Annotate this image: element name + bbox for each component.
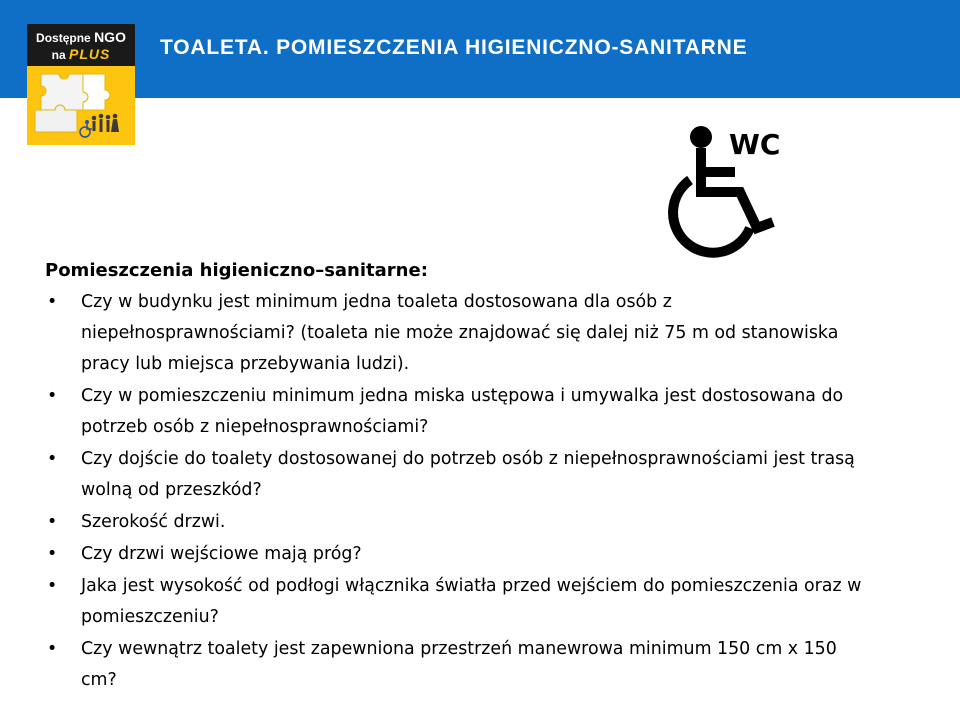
logo-line-2 <box>27 46 135 62</box>
bullet-icon: • <box>47 639 58 659</box>
checklist <box>45 287 875 696</box>
list-item-text: Czy dojście do toalety dostosowanej do potrzeb osób z niepełnosprawnościami jest trasą wolną od przeszkód? <box>81 449 855 500</box>
bullet-icon: • <box>47 512 58 532</box>
ngo-logo <box>27 24 135 145</box>
wheelchair-wc-sign <box>655 120 800 265</box>
list-item <box>45 634 875 696</box>
checklist-section <box>45 255 875 697</box>
bullet-icon: • <box>47 292 58 312</box>
puzzle-accessibility-logo-icon <box>27 66 135 145</box>
logo-text-block <box>27 24 135 66</box>
list-item-text: Jaka jest wysokość od podłogi włącznika światła przed wejściem do pomieszczenia oraz w pomieszczeniu? <box>81 576 862 627</box>
section-heading: Pomieszczenia higieniczno–sanitarne: <box>45 260 428 281</box>
header-bar <box>0 0 960 98</box>
bullet-icon: • <box>47 576 58 596</box>
wc-label: WC <box>729 128 781 161</box>
list-item-text: Szerokość drzwi. <box>81 512 226 532</box>
list-item <box>45 444 875 506</box>
logo-word-na: na <box>51 48 66 62</box>
list-item-text: Czy wewnątrz toalety jest zapewniona przestrzeń manewrowa minimum 150 cm x 150 cm? <box>81 639 837 690</box>
list-item <box>45 507 875 538</box>
list-item <box>45 381 875 443</box>
list-item <box>45 287 875 380</box>
bullet-icon: • <box>47 544 58 564</box>
logo-line-1 <box>27 29 135 45</box>
list-item-text: Czy drzwi wejściowe mają próg? <box>81 544 362 564</box>
bullet-icon: • <box>47 449 58 469</box>
logo-word-dostepne: Dostępne <box>36 31 91 45</box>
bullet-icon: • <box>47 386 58 406</box>
list-item <box>45 539 875 570</box>
list-item-text: Czy w budynku jest minimum jedna toaleta dostosowana dla osób z niepełnosprawnościami? (toaleta nie może znajdować się dalej niż 75 m od stanowiska pracy lub miejsca przebywania ludzi). <box>81 292 839 374</box>
logo-word-plus: PLUS <box>69 46 111 62</box>
logo-word-ngo: NGO <box>94 29 126 45</box>
list-item-text: Czy w pomieszczeniu minimum jedna miska ustępowa i umywalka jest dostosowana do potrzeb osób z niepełnosprawnościami? <box>81 386 844 437</box>
list-item <box>45 571 875 633</box>
slide-title: TOALETA. POMIESZCZENIA HIGIENICZNO-SANITARNE <box>160 36 748 59</box>
